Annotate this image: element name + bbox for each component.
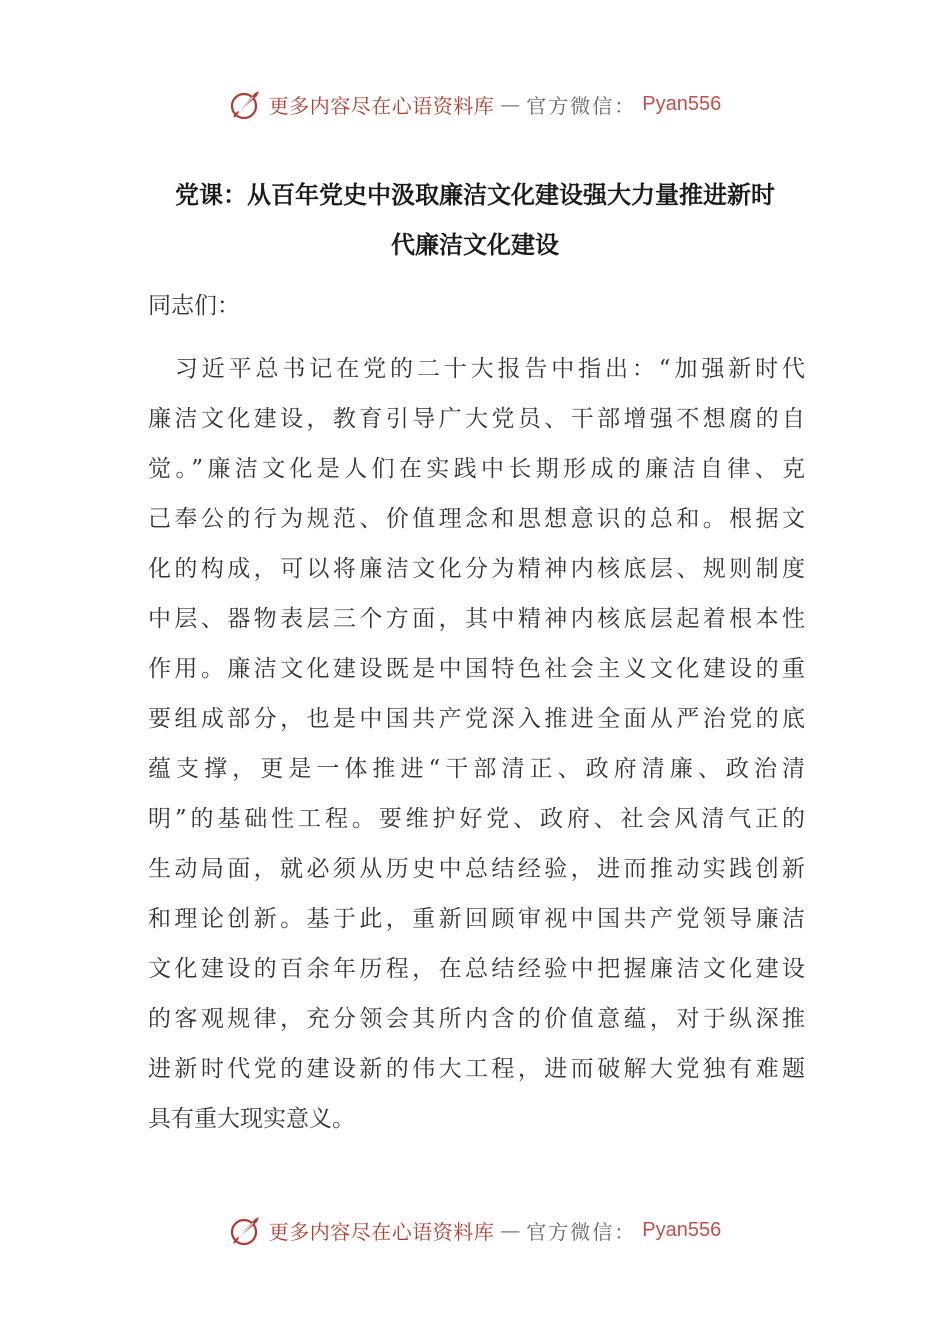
banner-library-text: 更多内容尽在心语资料库	[268, 93, 495, 118]
banner-dash: —	[500, 92, 521, 116]
document-title	[145, 170, 805, 270]
body-line: 具有重大现实意义。	[148, 1106, 355, 1132]
body-line: 习近平总书记在党的二十大报告中指出：“加强新时代	[148, 356, 805, 382]
title-line: 党课：从百年党史中汲取廉洁文化建设强大力量推进新时	[175, 180, 775, 209]
footer-banner	[0, 1210, 950, 1250]
body-line: 和理论创新。基于此，重新回顾审视中国共产党领导廉洁	[148, 906, 805, 932]
quill-pen-logo-icon	[229, 87, 263, 121]
banner-wechat-id: Pyan556	[642, 1218, 722, 1241]
body-line: 明”的基础性工程。要维护好党、政府、社会风清气正的	[148, 806, 805, 832]
salutation: 同志们：	[148, 293, 240, 319]
body-line: 生动局面，就必须从历史中总结经验，进而推动实践创新	[148, 856, 805, 882]
body-line: 化的构成，可以将廉洁文化分为精神内核底层、规则制度	[148, 556, 805, 582]
body-line: 作用。廉洁文化建设既是中国特色社会主义文化建设的重	[148, 656, 805, 682]
body-line: 中层、器物表层三个方面，其中精神内核底层起着根本性	[148, 606, 805, 632]
header-banner	[0, 84, 950, 124]
quill-pen-logo-icon	[229, 1213, 263, 1247]
body-line: 文化建设的百余年历程，在总结经验中把握廉洁文化建设	[148, 956, 805, 982]
banner-wechat-id: Pyan556	[642, 92, 722, 115]
banner-library-text: 更多内容尽在心语资料库	[268, 1219, 495, 1244]
body-line: 的客观规律，充分领会其所内含的价值意蕴，对于纵深推	[148, 1006, 805, 1032]
body-line: 进新时代党的建设新的伟大工程，进而破解大党独有难题	[148, 1056, 805, 1082]
banner-wechat-label: 官方微信：	[526, 1219, 637, 1244]
body-line: 己奉公的行为规范、价值理念和思想意识的总和。根据文	[148, 506, 805, 532]
body-line: 要组成部分，也是中国共产党深入推进全面从严治党的底	[148, 706, 805, 732]
banner-wechat-label: 官方微信：	[526, 93, 637, 118]
banner-dash: —	[500, 1218, 521, 1242]
body-paragraph	[148, 344, 805, 1144]
banner-content	[229, 1213, 721, 1247]
body-line: 觉。”廉洁文化是人们在实践中长期形成的廉洁自律、克	[148, 456, 805, 482]
body-line: 蕴支撑，更是一体推进“干部清正、政府清廉、政治清	[148, 756, 805, 782]
banner-content	[229, 87, 721, 121]
title-line: 代廉洁文化建设	[391, 230, 559, 259]
body-line: 廉洁文化建设，教育引导广大党员、干部增强不想腐的自	[148, 406, 805, 432]
